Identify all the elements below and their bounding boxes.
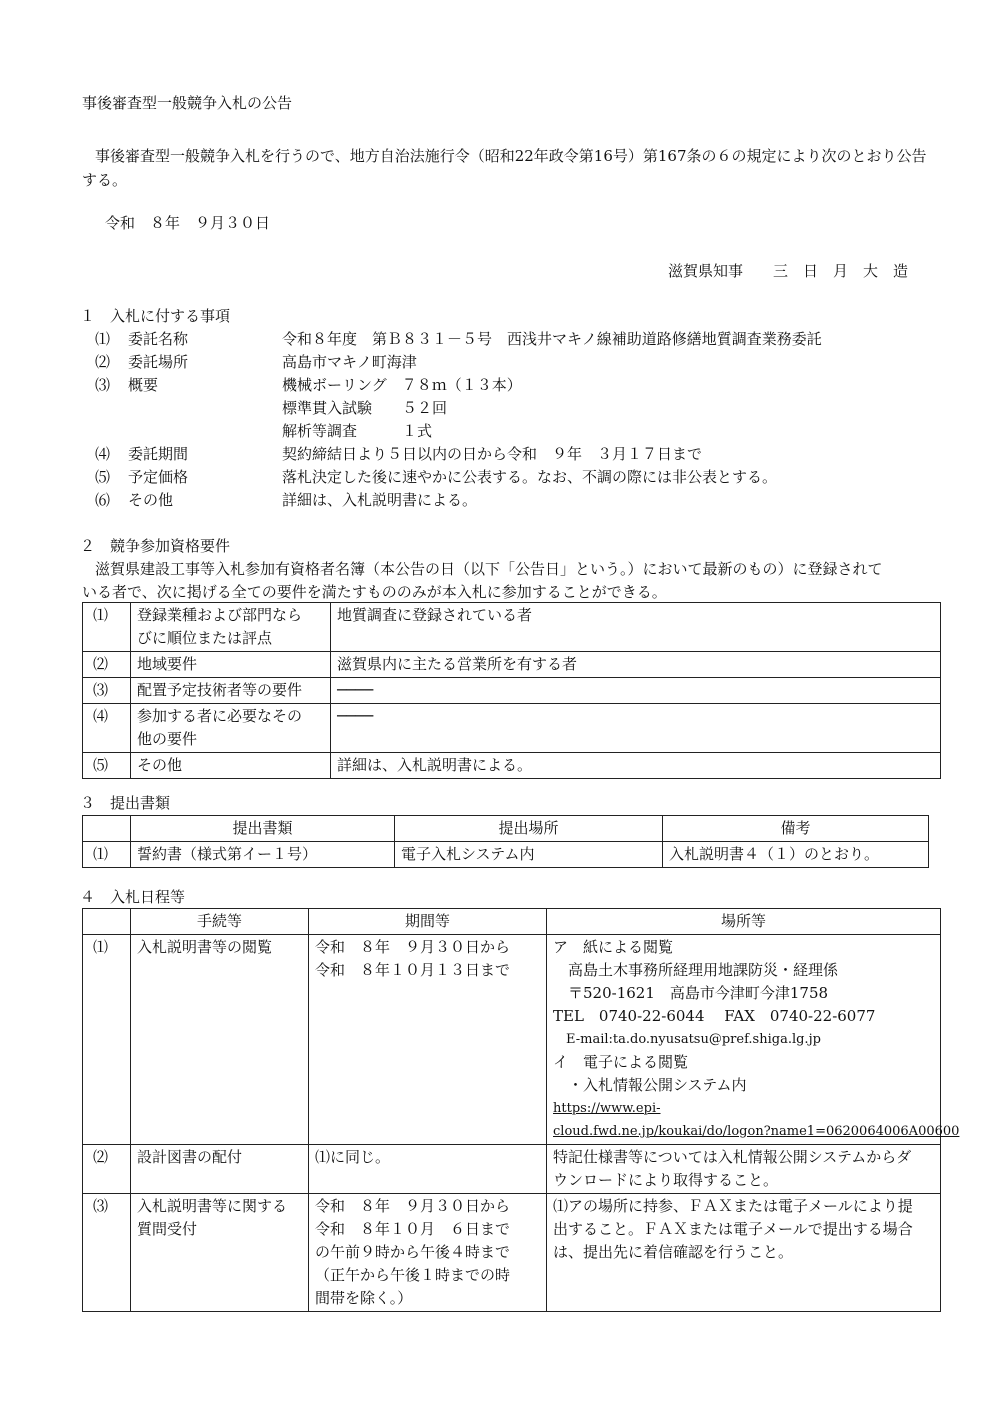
item-value: 高島市マキノ町海津 [282,353,417,371]
item-number: ⑴ [95,330,111,348]
section2-text-line-1: 滋賀県建設工事等入札参加有資格者名簿（本公告の日（以下「公告日」という。）において最新のもの）に登録されて [95,560,883,578]
item-label: 予定価格 [128,468,189,486]
doc-cell: 誓約書（様式第イー１号） [131,842,395,868]
period-line: 令和 ８年１０月１３日まで [315,961,511,979]
place-line: 高島土木事務所経理用地課防災・経理係 [553,961,839,979]
place-line: TEL 0740-22-6044 FAX 0740-22-6077 [553,1007,876,1025]
item-label: 委託場所 [128,353,189,371]
item-number: ⑹ [95,491,111,509]
section3-heading: ３ 提出書類 [80,794,171,812]
place-line: は、提出先に着信確認を行うこと。 [553,1243,794,1261]
item-number: ⑸ [95,468,111,486]
place-line: 特記仕様書等については入札情報公開システムからダ [553,1148,912,1166]
row-number: ⑵ [83,1145,131,1194]
item-value: 契約締結日より５日以内の日から令和 ９年 ３月１７日まで [282,445,703,463]
procedure-line: 入札説明書等に関する [137,1197,288,1215]
table-row [83,842,929,868]
documents-table [82,815,929,868]
row-number: ⑴ [83,842,131,868]
item-value: 機械ボーリング ７８ｍ（１３本） [282,376,522,394]
row-label-line: 参加する者に必要なその [137,707,303,725]
period-line: （正午から午後１時までの時 [315,1266,511,1284]
item-value: 詳細は、入札説明書による。 [282,491,478,509]
period-line: の午前９時から午後４時まで [315,1243,511,1261]
section1-heading: １ 入札に付する事項 [80,307,231,325]
item-label: 委託名称 [128,330,189,348]
column-header: 期間等 [309,909,547,935]
row-number: ⑶ [83,1194,131,1312]
period-line: 令和 ８年 ９月３０日から [315,1197,511,1215]
intro-line-2: する。 [82,171,128,189]
row-number: ⑴ [83,935,131,1145]
table-row [83,1145,941,1194]
period-line: 令和 ８年１０月 ６日まで [315,1220,511,1238]
place-line: 出すること。ＦＡＸまたは電子メールで提出する場合 [553,1220,913,1238]
row-label-line: 他の要件 [137,730,198,748]
row-label-line: 登録業種および部門なら [137,606,303,624]
item-value: 落札決定した後に速やかに公表する。なお、不調の際には非公表とする。 [282,468,778,486]
row-label: 地域要件 [131,652,331,678]
table-row [83,652,941,678]
page-title: 事後審査型一般競争入札の公告 [82,94,293,112]
procedure-line: 質問受付 [137,1220,198,1238]
place-cell [547,1194,941,1312]
place-line: 〒520-1621 高島市今津町今津1758 [553,984,829,1002]
section2-heading: ２ 競争参加資格要件 [80,537,231,555]
table-row [83,935,941,1145]
row-number: ⑵ [83,652,131,678]
item-value: 標準貫入試験 ５２回 [282,399,448,417]
table-header-row [83,816,929,842]
period-cell [309,935,547,1145]
row-label: 配置予定技術者等の要件 [131,678,331,704]
place-line: ・入札情報公開システム内 [553,1076,747,1094]
schedule-table [82,908,960,1312]
column-header: 提出書類 [131,816,395,842]
place-cell: 電子入札システム内 [395,842,663,868]
row-value: 地質調査に登録されている者 [331,603,941,652]
system-url-line-2[interactable]: cloud.fwd.ne.jp/koukai/do/logon?name1=0620064006A00600 [553,1124,960,1139]
row-value: ──── [331,704,941,753]
item-value: 令和８年度 第Ｂ８３１－５号 西浅井マキノ線補助道路修繕地質調査業務委託 [282,330,822,348]
place-line: ウンロードにより取得すること。 [553,1171,779,1189]
place-line: ⑴アの場所に持参、ＦＡＸまたは電子メールにより提 [553,1197,913,1215]
row-number: ⑶ [83,678,131,704]
section4-heading: ４ 入札日程等 [80,888,186,906]
period-line: 間帯を除く。） [315,1289,413,1307]
row-value: ──── [331,678,941,704]
place-cell [547,935,960,1145]
item-label: 概要 [128,376,159,394]
place-cell [547,1145,941,1194]
header-blank [83,816,131,842]
system-url-line-1[interactable]: https://www.epi- [553,1101,661,1116]
item-number: ⑵ [95,353,111,371]
table-row [83,753,941,779]
column-header: 備考 [663,816,929,842]
table-row [83,678,941,704]
table-row [83,1194,941,1312]
row-number: ⑴ [83,603,131,652]
table-row [83,603,941,652]
table-header-row [83,909,941,935]
announcement-date: 令和 ８年 ９月３０日 [105,214,271,232]
item-value: 解析等調査 １式 [282,422,433,440]
intro-line-1: 事後審査型一般競争入札を行うので、地方自治法施行令（昭和22年政令第16号）第167条の６の規定により次のとおり公告 [95,147,927,165]
section2-text-line-2: いる者で、次に掲げる全ての要件を満たすもののみが本入札に参加することができる。 [82,583,667,601]
place-line: イ 電子による閲覧 [553,1053,689,1071]
row-label [131,704,331,753]
row-label [131,603,331,652]
item-label: その他 [128,491,174,509]
row-label-line: びに順位または評点 [137,629,273,647]
email-address: E-mail:ta.do.nyusatsu@pref.shiga.lg.jp [553,1032,821,1047]
item-number: ⑷ [95,445,111,463]
qualification-table [82,602,941,779]
row-number: ⑸ [83,753,131,779]
row-value: 詳細は、入札説明書による。 [331,753,941,779]
item-label: 委託期間 [128,445,189,463]
period-cell: ⑴に同じ。 [309,1145,547,1194]
row-number: ⑷ [83,704,131,753]
row-label: その他 [131,753,331,779]
column-header: 手続等 [131,909,309,935]
procedure-cell [131,1194,309,1312]
table-row [83,704,941,753]
header-blank [83,909,131,935]
procedure-cell: 設計図書の配付 [131,1145,309,1194]
row-value: 滋賀県内に主たる営業所を有する者 [331,652,941,678]
procedure-cell: 入札説明書等の閲覧 [131,935,309,1145]
column-header: 提出場所 [395,816,663,842]
period-cell [309,1194,547,1312]
item-number: ⑶ [95,376,111,394]
column-header: 場所等 [547,909,941,935]
note-cell: 入札説明書４（１）のとおり。 [663,842,929,868]
period-line: 令和 ８年 ９月３０日から [315,938,511,956]
place-line: ア 紙による閲覧 [553,938,674,956]
issuer: 滋賀県知事 三 日 月 大 造 [668,262,909,280]
